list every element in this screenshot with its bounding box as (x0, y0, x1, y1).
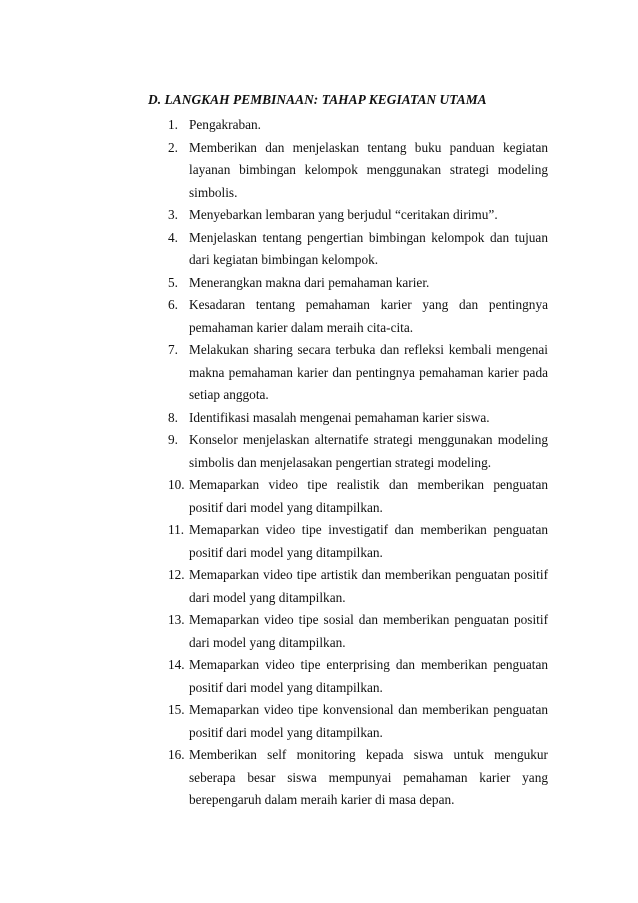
list-item (168, 294, 548, 339)
list-item (168, 654, 548, 699)
list-item-text: Memaparkan video tipe sosial dan memberikan penguatan positif dari model yang ditampilkan. (189, 612, 548, 650)
list-item-text: Menjelaskan tentang pengertian bimbingan kelompok dan tujuan dari kegiatan bimbingan kelompok. (189, 229, 548, 267)
list-item (168, 744, 548, 812)
list-item-text: Memaparkan video tipe investigatif dan memberikan penguatan positif dari model yang ditampilkan. (189, 522, 548, 560)
list-item (168, 137, 548, 205)
list-item-text: Konselor menjelaskan alternatife strategi menggunakan modeling simbolis dan menjelasakan pengertian strategi modeling. (189, 432, 548, 470)
list-item-number: 3. (168, 207, 178, 222)
list-item (168, 272, 548, 295)
list-item (168, 609, 548, 654)
list-item-number: 9. (168, 432, 178, 447)
list-item-text: Memaparkan video tipe enterprising dan memberikan penguatan positif dari model yang ditampilkan. (189, 657, 548, 695)
list-item-number: 1. (168, 117, 178, 132)
list-item (168, 407, 548, 430)
list-item-text: Identifikasi masalah mengenai pemahaman karier siswa. (189, 409, 490, 425)
list-item (168, 429, 548, 474)
list-item-number: 6. (168, 297, 178, 312)
list-item-text: Memaparkan video tipe artistik dan memberikan penguatan positif dari model yang ditampilkan. (189, 567, 548, 605)
list-item (168, 474, 548, 519)
list-item-number: 16. (168, 747, 185, 762)
list-item-number: 2. (168, 139, 178, 155)
list-item (168, 204, 548, 227)
list-item-number: 5. (168, 274, 178, 290)
list-item-text: Memberikan dan menjelaskan tentang buku panduan kegiatan layanan bimbingan kelompok menggunakan strategi modeling simbolis. (189, 139, 548, 200)
list-item-text: Memaparkan video tipe konvensional dan memberikan penguatan positif dari model yang ditampilkan. (189, 702, 548, 740)
list-item (168, 699, 548, 744)
list-item (168, 339, 548, 407)
list-item-text: Melakukan sharing secara terbuka dan refleksi kembali mengenai makna pemahaman karier dan pentingnya pemahaman karier pada setiap anggota. (189, 342, 548, 402)
list-item-number: 15. (168, 702, 185, 717)
list-item-number: 12. (168, 567, 185, 582)
list-item-text: Menerangkan makna dari pemahaman karier. (189, 274, 430, 290)
list-item (168, 564, 548, 609)
list-item-number: 4. (168, 229, 178, 245)
list-item-text: Pengakraban. (189, 117, 261, 132)
list-item-number: 8. (168, 409, 178, 425)
steps-list (168, 114, 548, 812)
list-item-number: 10. (168, 477, 185, 492)
list-item (168, 519, 548, 564)
list-item-text: Menyebarkan lembaran yang berjudul “ceritakan dirimu”. (189, 207, 498, 222)
list-item (168, 227, 548, 272)
list-item (168, 114, 548, 137)
list-item-number: 7. (168, 342, 178, 357)
section-heading: D. LANGKAH PEMBINAAN: TAHAP KEGIATAN UTAMA (148, 92, 487, 107)
list-item-text: Memberikan self monitoring kepada siswa untuk mengukur seberapa besar siswa mempunyai pemahaman karier yang berepengaruh dalam meraih karier di masa depan. (189, 747, 548, 807)
list-item-number: 14. (168, 657, 185, 672)
list-item-number: 13. (168, 612, 185, 627)
list-item-number: 11. (168, 522, 185, 537)
list-item-text: Kesadaran tentang pemahaman karier yang dan pentingnya pemahaman karier dalam meraih cita-cita. (189, 297, 548, 335)
list-item-text: Memaparkan video tipe realistik dan memberikan penguatan positif dari model yang ditampilkan. (189, 477, 548, 515)
